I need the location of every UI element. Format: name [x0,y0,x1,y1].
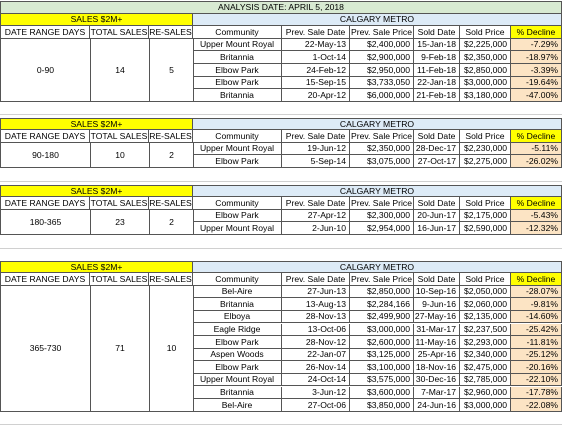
prev-sale-price-cell[interactable]: $2,950,000 [350,64,414,77]
title-row [0,1,562,14]
decline-cell[interactable]: -25.12% [511,349,562,362]
prev-sale-price-cell[interactable]: $2,499,900 [350,311,414,324]
sold-date-cell[interactable]: 20-Jun-17 [414,210,460,223]
decline-cell[interactable]: -12.32% [511,222,562,235]
header-re-sales[interactable]: RE-SALES [149,26,193,39]
column-header-row [0,130,562,143]
decline-cell[interactable]: -22.10% [511,374,562,387]
grid-gap-line [0,114,562,115]
community-cell[interactable]: Elboya [193,311,282,324]
header-prev-sale-date[interactable]: Prev. Sale Date [282,26,350,39]
date-range-cell[interactable]: 90-180 [0,143,91,168]
community-cell[interactable]: Elbow Park [193,77,282,90]
community-cell[interactable]: Eagle Ridge [193,324,282,337]
decline-cell[interactable]: -5.11% [511,143,562,156]
community-cell[interactable]: Britannia [193,51,282,64]
sold-date-cell[interactable]: 28-Dec-17 [414,143,460,156]
decline-cell[interactable]: -9.81% [511,298,562,311]
prev-sale-price-cell[interactable]: $2,300,000 [350,210,414,223]
decline-cell[interactable]: -20.16% [511,361,562,374]
header-decline[interactable]: % Decline [511,130,562,143]
header-prev-sale-date[interactable]: Prev. Sale Date [282,273,350,286]
decline-cell[interactable]: -11.81% [511,336,562,349]
prev-sale-price-cell[interactable]: $3,000,000 [350,324,414,337]
header-prev-sale-price[interactable]: Prev. Sale Price [350,273,414,286]
sold-date-cell[interactable]: 22-Jan-18 [414,77,460,90]
prev-sale-price-cell[interactable]: $3,850,000 [350,399,414,412]
sold-price-cell[interactable]: $2,590,000 [460,222,511,235]
sold-price-cell[interactable]: $2,340,000 [460,349,511,362]
sold-date-cell[interactable]: 27-Oct-17 [414,155,460,168]
sold-date-cell[interactable]: 31-Mar-17 [414,324,460,337]
sold-date-cell[interactable]: 21-Feb-18 [414,89,460,102]
sold-price-cell[interactable]: $3,000,000 [460,399,511,412]
sold-price-cell[interactable]: $2,237,500 [460,324,511,337]
community-cell[interactable]: Elbow Park [193,155,282,168]
decline-cell[interactable]: -47.00% [511,89,562,102]
prev-sale-date-cell[interactable]: 19-Jun-12 [282,143,350,156]
section-label-row [0,185,562,198]
header-sold-date[interactable]: Sold Date [414,197,460,210]
section-label-row [0,118,562,131]
total-sales-cell[interactable]: 10 [90,143,150,168]
header-prev-sale-price[interactable]: Prev. Sale Price [350,26,414,39]
prev-sale-price-cell[interactable]: $2,600,000 [350,336,414,349]
header-sold-date[interactable]: Sold Date [414,26,460,39]
analysis-title[interactable]: ANALYSIS DATE: APRIL 5, 2018 [0,1,562,14]
header-community[interactable]: Community [193,273,282,286]
header-sold-date[interactable]: Sold Date [414,273,460,286]
community-cell[interactable]: Upper Mount Royal [193,143,282,156]
header-prev-sale-price[interactable]: Prev. Sale Price [350,197,414,210]
decline-cell[interactable]: -19.64% [511,77,562,90]
community-cell[interactable]: Britannia [193,298,282,311]
header-community[interactable]: Community [193,197,282,210]
community-cell[interactable]: Elbow Park [193,64,282,77]
community-cell[interactable]: Upper Mount Royal [193,374,282,387]
grid-gap-line [0,248,562,249]
sales-label[interactable]: SALES $2M+ [0,261,193,274]
section-label-row [0,261,562,274]
header-date-range[interactable]: DATE RANGE DAYS [0,26,90,39]
sold-price-cell[interactable]: $2,175,000 [460,210,511,223]
sold-price-cell[interactable]: $2,293,000 [460,336,511,349]
decline-cell[interactable]: -26.02% [511,155,562,168]
prev-sale-date-cell[interactable]: 3-Jun-12 [282,387,350,400]
prev-sale-price-cell[interactable]: $2,284,166 [350,298,414,311]
sold-date-cell[interactable]: 27-May-16 [414,311,460,324]
header-total-sales[interactable]: TOTAL SALES [90,273,149,286]
decline-cell[interactable]: -5.43% [511,210,562,223]
decline-cell[interactable]: -25.42% [511,324,562,337]
header-total-sales[interactable]: TOTAL SALES [90,197,149,210]
prev-sale-price-cell[interactable]: $2,350,000 [350,143,414,156]
prev-sale-price-cell[interactable]: $2,954,000 [350,222,414,235]
sold-price-cell[interactable]: $2,475,000 [460,361,511,374]
prev-sale-date-cell[interactable]: 5-Sep-14 [282,155,350,168]
header-sold-price[interactable]: Sold Price [460,197,511,210]
header-prev-sale-date[interactable]: Prev. Sale Date [282,130,350,143]
date-range-cell[interactable]: 180-365 [0,210,91,235]
sold-price-cell[interactable]: $2,050,000 [460,286,511,299]
sales-label[interactable]: SALES $2M+ [0,14,193,27]
header-re-sales[interactable]: RE-SALES [149,273,193,286]
region-label[interactable]: CALGARY METRO [193,14,562,27]
prev-sale-price-cell[interactable]: $2,900,000 [350,51,414,64]
sold-date-cell[interactable]: 7-Mar-17 [414,387,460,400]
date-range-cell[interactable]: 365-730 [0,286,91,412]
community-cell[interactable]: Elbow Park [193,210,282,223]
decline-cell[interactable]: -17.78% [511,387,562,400]
sold-price-cell[interactable]: $2,850,000 [460,64,511,77]
prev-sale-price-cell[interactable]: $2,850,000 [350,286,414,299]
sold-date-cell[interactable]: 25-Apr-16 [414,349,460,362]
community-cell[interactable]: Elbow Park [193,336,282,349]
re-sales-cell[interactable]: 5 [149,39,194,102]
total-sales-cell[interactable]: 71 [90,286,150,412]
prev-sale-date-cell[interactable]: 13-Oct-06 [282,324,350,337]
prev-sale-price-cell[interactable]: $6,000,000 [350,89,414,102]
prev-sale-date-cell[interactable]: 24-Oct-14 [282,374,350,387]
sold-date-cell[interactable]: 10-Sep-16 [414,286,460,299]
re-sales-cell[interactable]: 2 [149,143,194,168]
sold-price-cell[interactable]: $2,960,000 [460,387,511,400]
sold-date-cell[interactable]: 9-Jun-16 [414,298,460,311]
grid-gap-line [0,181,562,182]
sold-price-cell[interactable]: $2,135,000 [460,311,511,324]
community-cell[interactable]: Elbow Park [193,361,282,374]
sold-date-cell[interactable]: 15-Jan-18 [414,39,460,52]
decline-cell[interactable]: -3.39% [511,64,562,77]
community-cell[interactable]: Bel-Aire [193,286,282,299]
community-cell[interactable]: Britannia [193,387,282,400]
prev-sale-date-cell[interactable]: 22-May-13 [282,39,350,52]
prev-sale-date-cell[interactable]: 13-Aug-13 [282,298,350,311]
community-cell[interactable]: Bel-Aire [193,399,282,412]
header-date-range[interactable]: DATE RANGE DAYS [0,197,90,210]
community-cell[interactable]: Britannia [193,89,282,102]
header-decline[interactable]: % Decline [511,273,562,286]
sold-price-cell[interactable]: $2,785,000 [460,374,511,387]
sold-price-cell[interactable]: $3,180,000 [460,89,511,102]
header-community[interactable]: Community [193,130,282,143]
decline-cell[interactable]: -28.07% [511,286,562,299]
sold-price-cell[interactable]: $2,350,000 [460,51,511,64]
prev-sale-date-cell[interactable]: 26-Nov-14 [282,361,350,374]
column-header-row [0,273,562,286]
header-decline[interactable]: % Decline [511,26,562,39]
header-prev-sale-price[interactable]: Prev. Sale Price [350,130,414,143]
sold-price-cell[interactable]: $2,230,000 [460,143,511,156]
prev-sale-price-cell[interactable]: $3,075,000 [350,155,414,168]
sold-price-cell[interactable]: $2,225,000 [460,39,511,52]
sold-date-cell[interactable]: 9-Feb-18 [414,51,460,64]
region-label[interactable]: CALGARY METRO [193,118,562,131]
total-sales-cell[interactable]: 23 [90,210,150,235]
sold-date-cell[interactable]: 24-Jun-16 [414,399,460,412]
prev-sale-price-cell[interactable]: $2,400,000 [350,39,414,52]
sales-label[interactable]: SALES $2M+ [0,185,193,198]
community-cell[interactable]: Aspen Woods [193,349,282,362]
header-total-sales[interactable]: TOTAL SALES [90,130,149,143]
prev-sale-date-cell[interactable]: 27-Oct-06 [282,399,350,412]
sold-price-cell[interactable]: $3,000,000 [460,77,511,90]
header-re-sales[interactable]: RE-SALES [149,197,193,210]
prev-sale-date-cell[interactable]: 1-Oct-14 [282,51,350,64]
header-sold-price[interactable]: Sold Price [460,26,511,39]
column-header-row [0,197,562,210]
sold-date-cell[interactable]: 18-Nov-16 [414,361,460,374]
region-label[interactable]: CALGARY METRO [193,261,562,274]
region-label[interactable]: CALGARY METRO [193,185,562,198]
header-sold-price[interactable]: Sold Price [460,273,511,286]
total-sales-cell[interactable]: 14 [90,39,150,102]
decline-cell[interactable]: -14.60% [511,311,562,324]
header-total-sales[interactable]: TOTAL SALES [90,26,149,39]
prev-sale-date-cell[interactable]: 28-Nov-12 [282,336,350,349]
decline-cell[interactable]: -18.97% [511,51,562,64]
prev-sale-date-cell[interactable]: 24-Feb-12 [282,64,350,77]
prev-sale-price-cell[interactable]: $3,125,000 [350,349,414,362]
header-community[interactable]: Community [193,26,282,39]
prev-sale-date-cell[interactable]: 15-Sep-15 [282,77,350,90]
prev-sale-date-cell[interactable]: 27-Jun-13 [282,286,350,299]
header-prev-sale-date[interactable]: Prev. Sale Date [282,197,350,210]
header-re-sales[interactable]: RE-SALES [149,130,193,143]
prev-sale-price-cell[interactable]: $3,100,000 [350,361,414,374]
prev-sale-price-cell[interactable]: $3,575,000 [350,374,414,387]
sold-price-cell[interactable]: $2,060,000 [460,298,511,311]
header-sold-date[interactable]: Sold Date [414,130,460,143]
community-cell[interactable]: Upper Mount Royal [193,39,282,52]
prev-sale-date-cell[interactable]: 28-Nov-13 [282,311,350,324]
prev-sale-date-cell[interactable]: 20-Apr-12 [282,89,350,102]
decline-cell[interactable]: -22.08% [511,399,562,412]
decline-cell[interactable]: -7.29% [511,39,562,52]
community-cell[interactable]: Upper Mount Royal [193,222,282,235]
prev-sale-price-cell[interactable]: $3,600,000 [350,387,414,400]
header-decline[interactable]: % Decline [511,197,562,210]
header-date-range[interactable]: DATE RANGE DAYS [0,130,90,143]
header-sold-price[interactable]: Sold Price [460,130,511,143]
sold-date-cell[interactable]: 16-Jun-17 [414,222,460,235]
sales-label[interactable]: SALES $2M+ [0,118,193,131]
prev-sale-date-cell[interactable]: 27-Apr-12 [282,210,350,223]
sold-date-cell[interactable]: 11-May-16 [414,336,460,349]
sold-price-cell[interactable]: $2,275,000 [460,155,511,168]
prev-sale-price-cell[interactable]: $3,733,050 [350,77,414,90]
date-range-cell[interactable]: 0-90 [0,39,91,102]
section-label-row [0,14,562,27]
prev-sale-date-cell[interactable]: 22-Jan-07 [282,349,350,362]
sold-date-cell[interactable]: 30-Dec-16 [414,374,460,387]
prev-sale-date-cell[interactable]: 2-Jun-10 [282,222,350,235]
sold-date-cell[interactable]: 11-Feb-18 [414,64,460,77]
header-date-range[interactable]: DATE RANGE DAYS [0,273,90,286]
re-sales-cell[interactable]: 10 [149,286,194,412]
column-header-row [0,26,562,39]
re-sales-cell[interactable]: 2 [149,210,194,235]
